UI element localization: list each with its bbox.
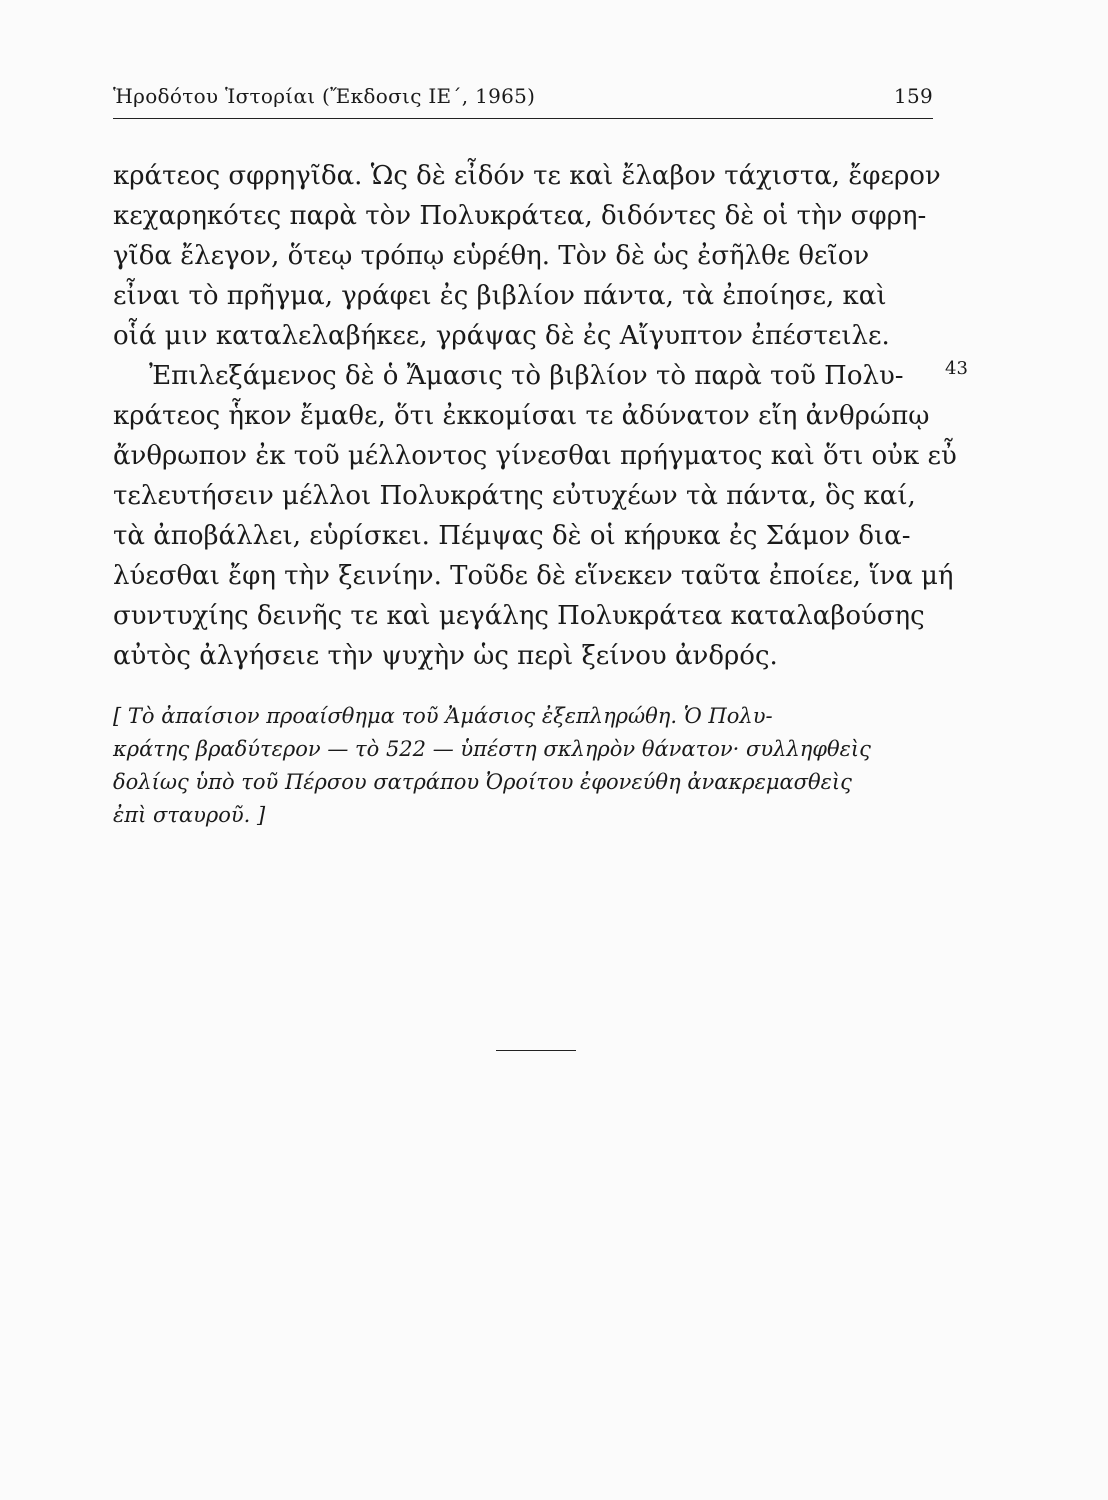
chapter-margin-number: 43 [945,358,968,379]
editorial-note [113,700,933,832]
note-line: κράτης βραδύτερον — τὸ 522 — ὑπέστη σκληρὸν θάνατον· συλληφθεὶς [113,737,871,761]
page-number: 159 [893,84,933,108]
section-end-rule [496,1050,576,1051]
text-line: οἷά μιν καταλελαβήκεε, γράψας δὲ ἐς Αἴγυπτον ἐπέστειλε. [113,321,890,351]
note-line: ἐπὶ σταυροῦ. ] [113,803,266,827]
text-line: γῖδα ἔλεγον, ὅτεῳ τρόπῳ εὑρέθη. Τὸν δὲ ὡς ἐσῆλθε θεῖον [113,241,870,271]
text-line: λύεσθαι ἔφη τὴν ξεινίην. Τοῦδε δὲ εἵνεκεν ταῦτα ἐποίεε, ἵνα μή [113,561,954,591]
running-title: Ἡροδότου Ἱστορίαι (Ἔκδοσις ΙΕ΄, 1965) [113,84,536,108]
header-rule [113,118,933,119]
text-line: κράτεος ἧκον ἔμαθε, ὅτι ἐκκομίσαι τε ἀδύνατον εἴη ἀνθρώπῳ [113,401,930,431]
text-line: εἶναι τὸ πρῆγμα, γράφει ἐς βιβλίον πάντα, τὰ ἐποίησε, καὶ [113,281,887,311]
text-line: Ἐπιλεξάμενος δὲ ὁ Ἄμασις τὸ βιβλίον τὸ παρὰ τοῦ Πολυ- [149,361,904,391]
text-line: κεχαρηκότες παρὰ τὸν Πολυκράτεα, διδόντες δὲ οἱ τὴν σφρη- [113,201,927,231]
text-line: αὐτὸς ἀλγήσειε τὴν ψυχὴν ὡς περὶ ξείνου ἀνδρός. [113,641,778,671]
note-line: δολίως ὑπὸ τοῦ Πέρσου σατράπου Ὀροίτου ἐφονεύθη ἀνακρεμασθεὶς [113,770,852,794]
text-line: τελευτήσειν μέλλοι Πολυκράτης εὐτυχέων τὰ πάντα, ὃς καί, [113,481,916,511]
text-line: τὰ ἀποβάλλει, εὑρίσκει. Πέμψας δὲ οἱ κήρυκα ἐς Σάμον δια- [113,521,911,551]
text-line: ἄνθρωπον ἐκ τοῦ μέλλοντος γίνεσθαι πρήγματος καὶ ὅτι οὐκ εὖ [113,441,957,471]
text-line: συντυχίης δεινῆς τε καὶ μεγάλης Πολυκράτεα καταλαβούσης [113,601,925,631]
text-line: κράτεος σφρηγῖδα. Ὡς δὲ εἶδόν τε καὶ ἔλαβον τάχιστα, ἔφερον [113,161,941,191]
note-line: [ Τὸ ἀπαίσιον προαίσθημα τοῦ Ἀμάσιος ἐξεπληρώθη. Ὁ Πολυ- [113,704,773,728]
